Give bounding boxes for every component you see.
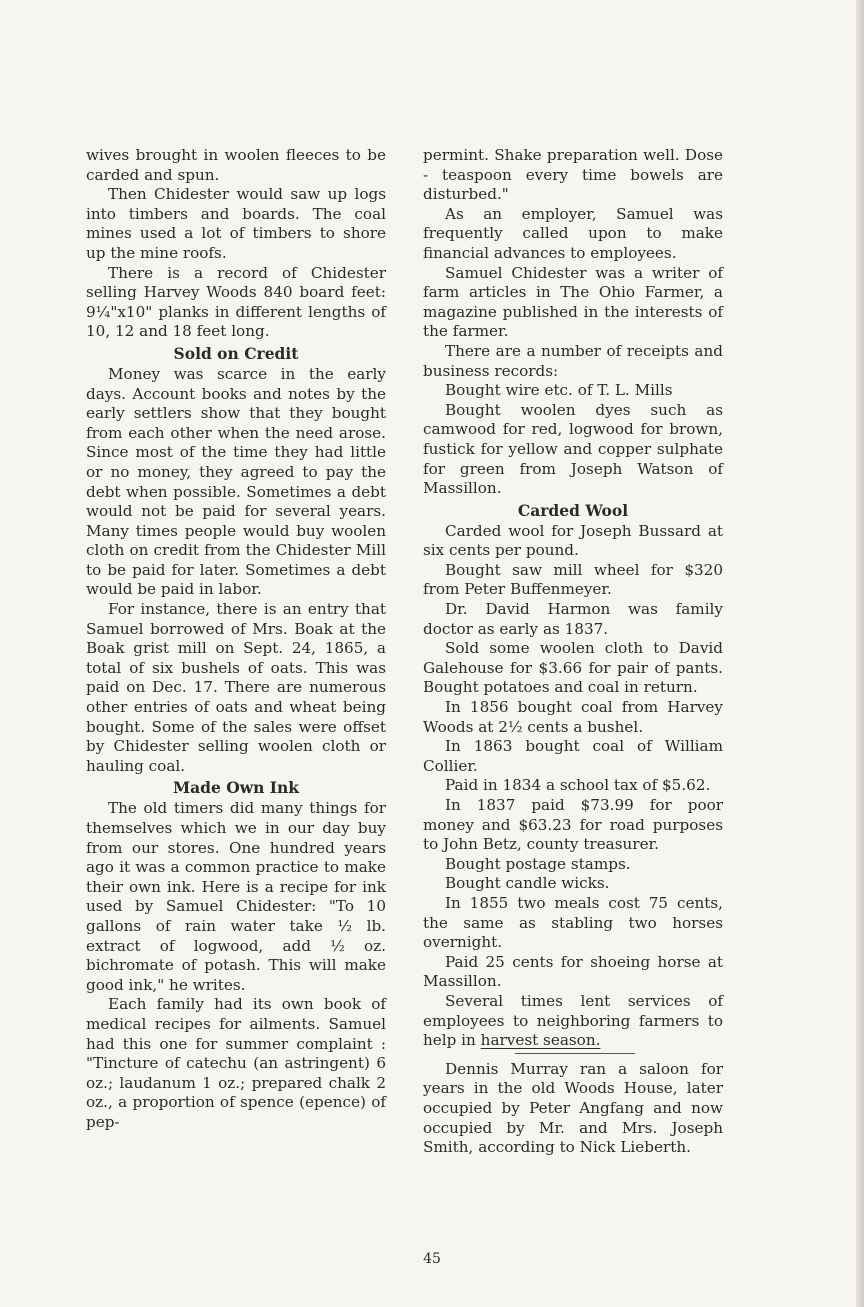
section-heading-sold-on-credit: Sold on Credit	[173, 343, 299, 363]
left-column	[86, 146, 386, 1133]
paragraph: In 1855 two meals cost 75 cents, the same as stabling two horses overnight.	[423, 893, 723, 952]
paragraph: Paid in 1834 a school tax of $5.62.	[445, 776, 711, 795]
paragraph: Dr. David Harmon was family doctor as early as 1837.	[423, 600, 723, 638]
paragraph: Dennis Murray ran a saloon for years in the old Woods House, later occupied by Peter Angfang and now occupied by Mr. and Mrs. Joseph Smith, according to Nick Lieberth.	[423, 1059, 723, 1157]
paragraph: permint. Shake preparation well. Dose - teaspoon every time bowels are disturbed."	[423, 146, 723, 204]
paragraph: Money was scarce in the early days. Account books and notes by the early settlers show that they bought from each other when the need arose. Since most of the time they had little or no money, they agreed to pay the debt when possible. Sometimes a debt would not be paid for several years. Many times people would buy woolen cloth on credit from the Chidester Mill to be paid for later. Sometimes a debt would be paid in labor.	[86, 364, 386, 599]
paragraph: Paid 25 cents for shoeing horse at Massillon.	[423, 952, 723, 991]
page-edge	[856, 0, 864, 1307]
paragraph: As an employer, Samuel was frequently called upon to make financial advances to employees.	[423, 204, 723, 262]
section-heading-carded-wool: Carded Wool	[517, 500, 629, 520]
paragraph: Carded wool for Joseph Bussard at six cents per pound.	[423, 521, 723, 560]
paragraph: Samuel Chidester was a writer of farm articles in The Ohio Farmer, a magazine published in the interests of the farmer.	[423, 263, 723, 341]
paragraph: Bought candle wicks.	[445, 874, 610, 893]
paragraph: Then Chidester would saw up logs into timbers and boards. The coal mines used a lot of timbers to shore up the mine roofs.	[86, 185, 386, 262]
paragraph: In 1863 bought coal of William Collier.	[423, 737, 723, 775]
paragraph-text: Several times lent services of employees to neighboring farmers to help in	[423, 991, 723, 1050]
paragraph: Bought woolen dyes such as camwood for red, logwood for brown, fustick for yellow and copper sulphate for green from Joseph Watson of Massillon.	[423, 400, 723, 498]
paragraph: Bought wire etc. of T. L. Mills	[445, 381, 673, 400]
paragraph: In 1837 paid $73.99 for poor money and $63.23 for road purposes to John Betz, county treasurer.	[423, 796, 723, 854]
divider	[515, 1053, 635, 1054]
paragraph: There is a record of Chidester selling Harvey Woods 840 board feet: 9¼"x10" planks in different lengths of 10, 12 and 18 feet long.	[86, 263, 386, 341]
paragraph: Bought saw mill wheel for $320 from Peter Buffenmeyer.	[423, 560, 723, 599]
section-heading-made-own-ink: Made Own Ink	[172, 778, 300, 798]
paragraph: Bought postage stamps.	[445, 854, 631, 873]
paragraph: The old timers did many things for themselves which we in our day buy from our stores. One hundred years ago it was a common practice to make their own ink. Here is a recipe for ink used by Samuel Chidester: "To 10 gallons of rain water take ½ lb. extract of logwood, add ½ oz. bichromate of potash. This will make good ink," he writes.	[86, 799, 386, 994]
paragraph: For instance, there is an entry that Samuel borrowed of Mrs. Boak at the Boak grist mill on Sept. 24, 1865, a total of six bushels of oats. This was paid on Dec. 17. There are numerous other entries of oats and wheat being bought. Some of the sales were offset by Chidester selling woolen cloth or hauling coal.	[86, 600, 386, 775]
page-number: 45	[423, 1251, 441, 1267]
paragraph: In 1856 bought coal from Harvey Woods at 2½ cents a bushel.	[423, 698, 723, 736]
right-column	[423, 146, 723, 1158]
paragraph: Each family had its own book of medical recipes for ailments. Samuel had this one for summer complaint : "Tincture of catechu (an astringent) 6 oz.; laudanum 1 oz.; prepared chalk 2 oz., a proportion of spence (epence) of pep-	[86, 995, 386, 1131]
paragraph: There are a number of receipts and business records:	[423, 341, 723, 380]
paragraph: Sold some woolen cloth to David Galehouse for $3.66 for pair of pants. Bought potatoes and coal in return.	[423, 639, 723, 697]
paragraph: wives brought in woolen fleeces to be carded and spun.	[86, 146, 386, 184]
paragraph	[423, 992, 723, 1051]
underlined-text: harvest season.	[480, 1031, 601, 1050]
